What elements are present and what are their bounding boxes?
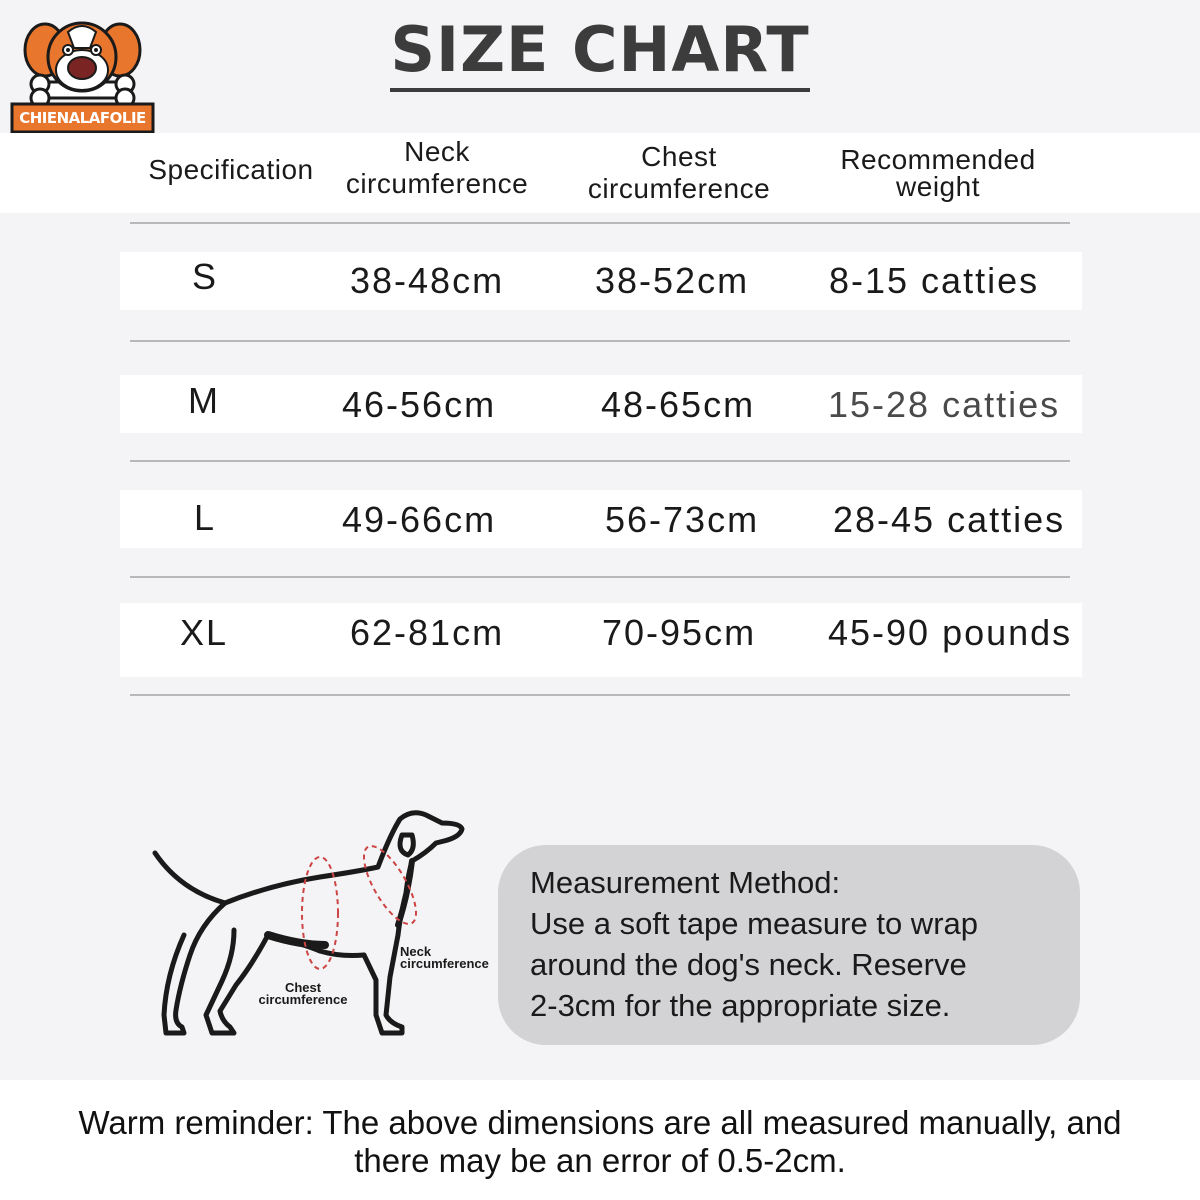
neck-cell: 38-48cm (350, 260, 505, 301)
header-neck: Neck circumference (345, 136, 529, 199)
header-weight: Recommended weight (840, 144, 1036, 202)
divider (130, 222, 1070, 224)
neck-cell: 62-81cm (350, 612, 505, 653)
chest-cell: 56-73cm (605, 499, 760, 540)
note-line: Use a soft tape measure to wrap (530, 906, 979, 941)
note-line: Measurement Method: (530, 865, 841, 900)
neck-cell: 46-56cm (342, 384, 497, 425)
size-cell: XL (180, 612, 229, 653)
weight-cell: 28-45 catties (833, 499, 1066, 540)
header-spec: Specification (148, 154, 314, 185)
size-cell: S (192, 256, 219, 297)
page-title: SIZE CHART (0, 12, 1200, 92)
dog-measurement-diagram (150, 805, 520, 1045)
weight-cell: 8-15 catties (829, 260, 1040, 301)
size-cell: M (188, 380, 220, 421)
divider (130, 576, 1070, 578)
dog-silhouette-icon (150, 805, 520, 1045)
neck-label: Neck circumference (400, 944, 489, 971)
measurement-note-text (530, 862, 1070, 1026)
neck-cell: 49-66cm (342, 499, 497, 540)
divider (130, 460, 1070, 462)
warm-reminder: Warm reminder: The above dimensions are all measured manually, and there may be an error of 0.5-2cm. (78, 1104, 1122, 1179)
header-chest: Chest circumference (587, 141, 771, 204)
note-line: around the dog's neck. Reserve (530, 947, 967, 982)
chest-label: Chest circumference (258, 980, 348, 1007)
chest-cell: 48-65cm (601, 384, 756, 425)
divider (130, 340, 1070, 342)
chest-cell: 38-52cm (595, 260, 750, 301)
chest-cell: 70-95cm (602, 612, 757, 653)
weight-cell: 45-90 pounds (828, 612, 1073, 653)
weight-cell: 15-28 catties (828, 384, 1061, 425)
note-line: 2-3cm for the appropriate size. (530, 988, 951, 1023)
size-cell: L (194, 497, 217, 538)
divider (130, 694, 1070, 696)
brand-name: CHIENALAFOLIE (19, 109, 146, 127)
